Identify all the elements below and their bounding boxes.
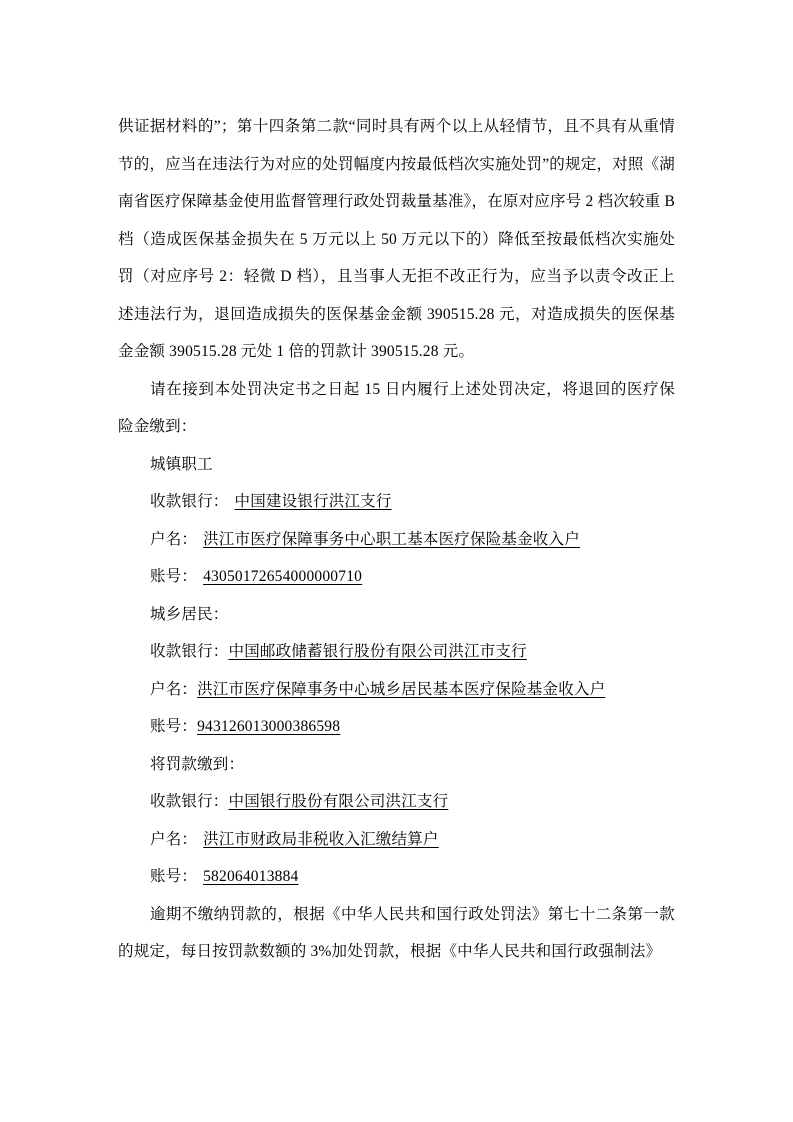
row-value: 洪江市医疗保障事务中心职工基本医疗保险基金收入户 — [203, 530, 580, 548]
payment-row — [118, 521, 675, 559]
row-label: 户名： — [150, 530, 198, 548]
row-label: 账号： — [150, 718, 198, 735]
row-label: 账号： — [150, 868, 198, 885]
row-label: 户名： — [150, 680, 198, 698]
payment-row — [118, 858, 675, 896]
row-label: 收款银行： — [150, 493, 229, 510]
payment-row — [118, 783, 675, 821]
row-value: 中国银行股份有限公司洪江支行 — [228, 793, 449, 810]
row-value: 洪江市医疗保障事务中心城乡居民基本医疗保险基金收入户 — [197, 680, 606, 698]
payment-row — [118, 821, 675, 859]
row-value: 582064013884 — [203, 868, 299, 885]
row-label: 账号： — [150, 568, 198, 585]
payment-row — [118, 483, 675, 521]
row-value: 943126013000386598 — [197, 718, 341, 735]
row-label: 收款银行： — [150, 793, 229, 810]
row-label: 收款银行： — [150, 643, 229, 660]
paragraph-penalty-basis: 供证据材料的”；第十四条第二款“同时具有两个以上从轻情节，且不具有从重情节的，应当在违法行为对应的处罚幅度内按最低档次实施处罚”的规定，对照《湖南省医疗保障基金使用监督管理行政处罚裁量基准》，在原对应序号 2 档次较重 B 档（造成医保基金损失在 5 万元以上 50 万元以下的）降低至按最低档次实施处罚（对应序号 2：轻微 D 档），且当事人无拒不改正行为，应当予以责令改正上述违法行为，退回造成损失的医保基金金额 390515.28 元，对造成损失的医保基金金额 390515.28 元处 1 倍的罚款计 390515.28 元。 — [118, 118, 675, 360]
section-heading-fine-payment: 将罚款缴到： — [150, 755, 245, 773]
payment-row — [118, 671, 675, 709]
payment-row — [118, 558, 675, 596]
row-value: 洪江市财政局非税收入汇缴结算户 — [203, 830, 439, 848]
paragraph-overdue-penalty: 逾期不缴纳罚款的，根据《中华人民共和国行政处罚法》第七十二条第一款的规定，每日按罚款数额的 3%加处罚款，根据《中华人民共和国行政强制法》 — [118, 905, 675, 960]
payment-row — [118, 708, 675, 746]
row-label: 户名： — [150, 830, 198, 848]
payment-row — [118, 633, 675, 671]
row-value: 中国邮政储蓄银行股份有限公司洪江市支行 — [228, 643, 527, 660]
document-body — [118, 108, 675, 971]
section-heading-urban-rural-resident: 城乡居民： — [150, 605, 229, 623]
row-value: 中国建设银行洪江支行 — [234, 493, 392, 510]
paragraph-payment-instruction: 请在接到本处罚决定书之日起 15 日内履行上述处罚决定，将退回的医疗保险金缴到： — [118, 380, 675, 435]
row-value: 43050172654000000710 — [203, 568, 363, 585]
section-heading-urban-employee: 城镇职工 — [150, 455, 213, 473]
